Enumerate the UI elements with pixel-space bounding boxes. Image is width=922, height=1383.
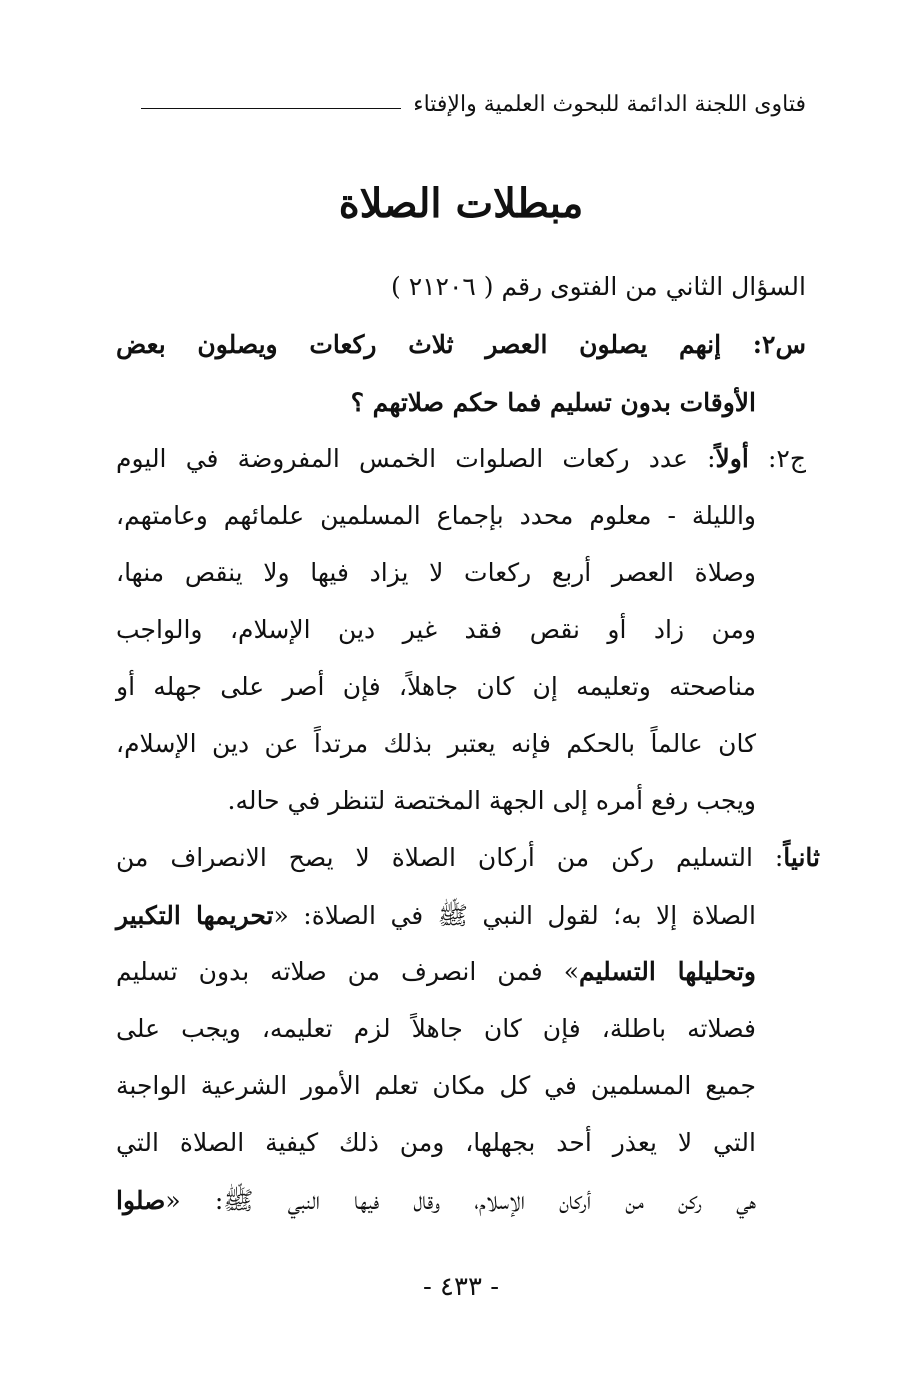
section-title: مبطلات الصلاة <box>338 180 584 227</box>
answer-second-line-1 <box>116 843 820 872</box>
answer-second-line-2 <box>116 900 756 937</box>
answer-first-line-2: والليلة - معلوم محدد بإجماع المسلمين علمائهم وعامتهم، <box>116 501 756 530</box>
answer-second-line-6: التي لا يعذر أحد بجهلها، ومن ذلك كيفية الصلاة التي <box>116 1128 756 1157</box>
question-line-2: الأوقات بدون تسليم فما حكم صلاتهم ؟ <box>350 388 756 417</box>
answer-second-label: ثانياً <box>783 843 820 872</box>
answer-second-line-5: جميع المسلمين في كل مكان تعلم الأمور الشرعية الواجبة <box>116 1071 756 1100</box>
answer-first-line-6: كان عالماً بالحكم فإنه يعتبر بذلك مرتداً عن دين الإسلام، <box>116 729 756 758</box>
running-header-title: فتاوى اللجنة الدائمة للبحوث العلمية والإفتاء <box>413 92 806 117</box>
hadith-quote-part-3: صلوا <box>116 1186 166 1215</box>
answer-second-line-4: فصلاته باطلة، فإن كان جاهلاً لزم تعليمه، ويجب على <box>116 1014 756 1043</box>
answer-second-line-rest: : التسليم ركن من أركان الصلاة لا يصح الانصراف من <box>116 843 784 872</box>
answer-first-line-7: ويجب رفع أمره إلى الجهة المختصة لتنظر في حاله. <box>227 786 756 815</box>
answer-first-line-rest: : عدد ركعات الصلوات الخمس المفروضة في اليوم <box>116 444 716 473</box>
header-rule <box>141 108 401 109</box>
answer-second-line-3 <box>116 957 756 986</box>
page-number: - ٤٣٣ - <box>422 1272 500 1302</box>
hadith-quote-part-1: تحريمها التكبير <box>116 901 274 930</box>
hadith-quote-part-2: وتحليلها التسليم <box>578 957 756 986</box>
running-header <box>141 92 806 117</box>
answer-second-line-7 <box>116 1185 756 1222</box>
question-intro: السؤال الثاني من الفتوى رقم ( ٢١٢٠٦ ) <box>390 272 806 301</box>
answer-first-label: أولاً <box>715 444 749 473</box>
answer-first-line-4: ومن زاد أو نقص فقد غير دين الإسلام، والواجب <box>116 615 756 644</box>
answer-second-line-3-normal: » فمن انصرف من صلاته بدون تسليم <box>116 957 579 986</box>
answer-prefix: ج٢: <box>748 444 806 473</box>
answer-first-line-3: وصلاة العصر أربع ركعات لا يزاد فيها ولا ينقص منها، <box>116 558 756 587</box>
answer-second-line-2-normal: الصلاة إلا به؛ لقول النبي ﷺ في الصلاة: « <box>273 901 757 930</box>
answer-first-line <box>116 444 806 473</box>
answer-second-last-normal: هي ركن من أركان الإسلام، وقال فيها النبي ﷺ: « <box>165 1186 756 1215</box>
answer-first-line-5: مناصحته وتعليمه إن كان جاهلاً، فإن أصر على جهله أو <box>116 672 756 701</box>
question-line-1: س٢: إنهم يصلون العصر ثلاث ركعات ويصلون بعض <box>116 330 806 359</box>
